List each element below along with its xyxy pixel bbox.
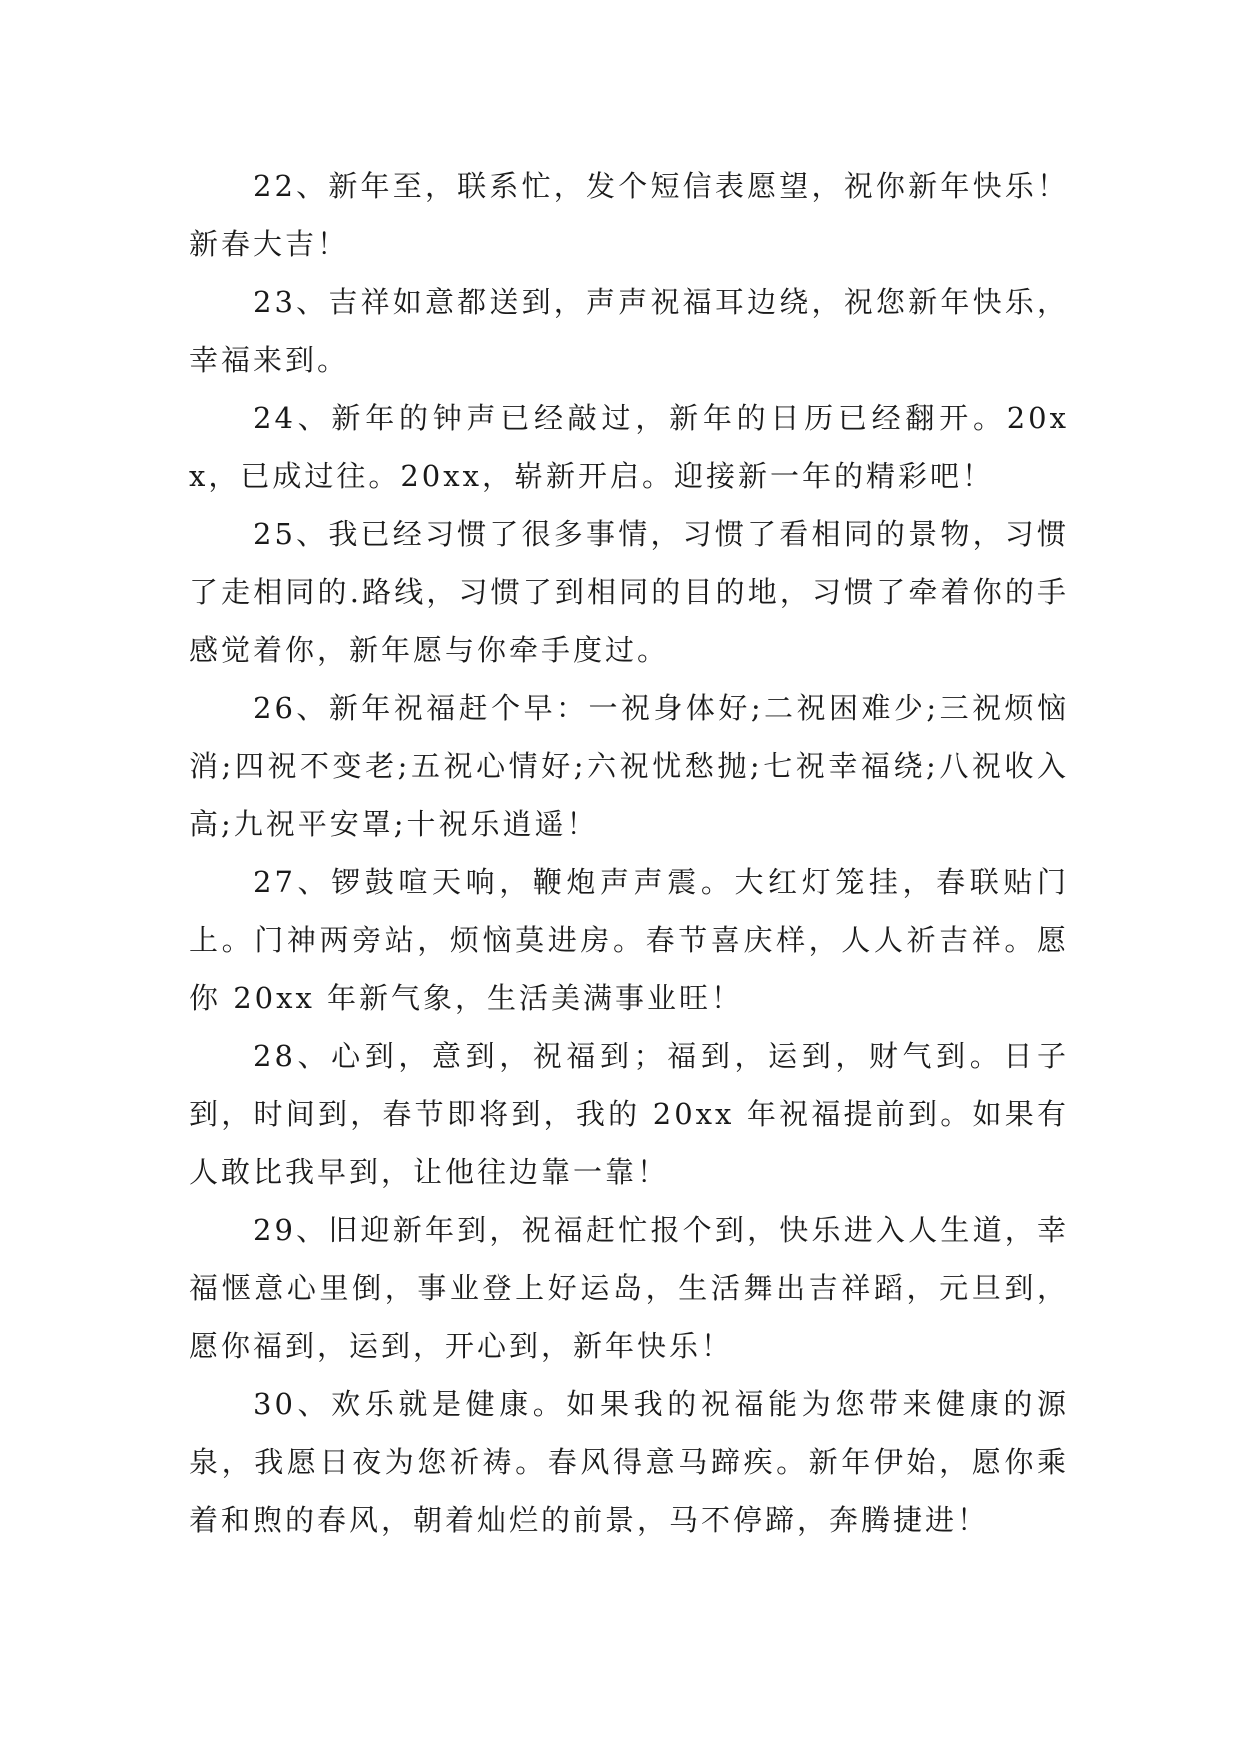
paragraph-22: 22、新年至，联系忙，发个短信表愿望，祝你新年快乐！新春大吉！ — [189, 169, 1069, 261]
paragraph-24: 24、新年的钟声已经敲过，新年的日历已经翻开。20xx，已成过往。20xx，崭新开启。迎接新一年的精彩吧！ — [189, 401, 1069, 493]
paragraph-25: 25、我已经习惯了很多事情，习惯了看相同的景物，习惯了走相同的.路线，习惯了到相同的目的地，习惯了牵着你的手感觉着你，新年愿与你牵手度过。 — [189, 517, 1069, 667]
paragraph-28: 28、心到，意到，祝福到；福到，运到，财气到。日子到，时间到，春节即将到，我的 20xx 年祝福提前到。如果有人敢比我早到，让他往边靠一靠！ — [189, 1039, 1069, 1189]
paragraph-30: 30、欢乐就是健康。如果我的祝福能为您带来健康的源泉，我愿日夜为您祈祷。春风得意马蹄疾。新年伊始，愿你乘着和煦的春风，朝着灿烂的前景，马不停蹄，奔腾捷进！ — [189, 1387, 1069, 1537]
paragraph-29: 29、旧迎新年到，祝福赶忙报个到，快乐进入人生道，幸福惬意心里倒，事业登上好运岛，生活舞出吉祥蹈，元旦到，愿你福到，运到，开心到，新年快乐！ — [189, 1213, 1069, 1363]
document-body — [189, 157, 1069, 1549]
paragraph-26: 26、新年祝福赶个早：一祝身体好;二祝困难少;三祝烦恼消;四祝不变老;五祝心情好;六祝忧愁抛;七祝幸福绕;八祝收入高;九祝平安罩;十祝乐逍遥！ — [189, 691, 1069, 841]
paragraph-27: 27、锣鼓喧天响，鞭炮声声震。大红灯笼挂，春联贴门上。门神两旁站，烦恼莫进房。春节喜庆样，人人祈吉祥。愿你 20xx 年新气象，生活美满事业旺！ — [189, 865, 1069, 1015]
paragraph-23: 23、吉祥如意都送到，声声祝福耳边绕，祝您新年快乐，幸福来到。 — [189, 285, 1069, 377]
